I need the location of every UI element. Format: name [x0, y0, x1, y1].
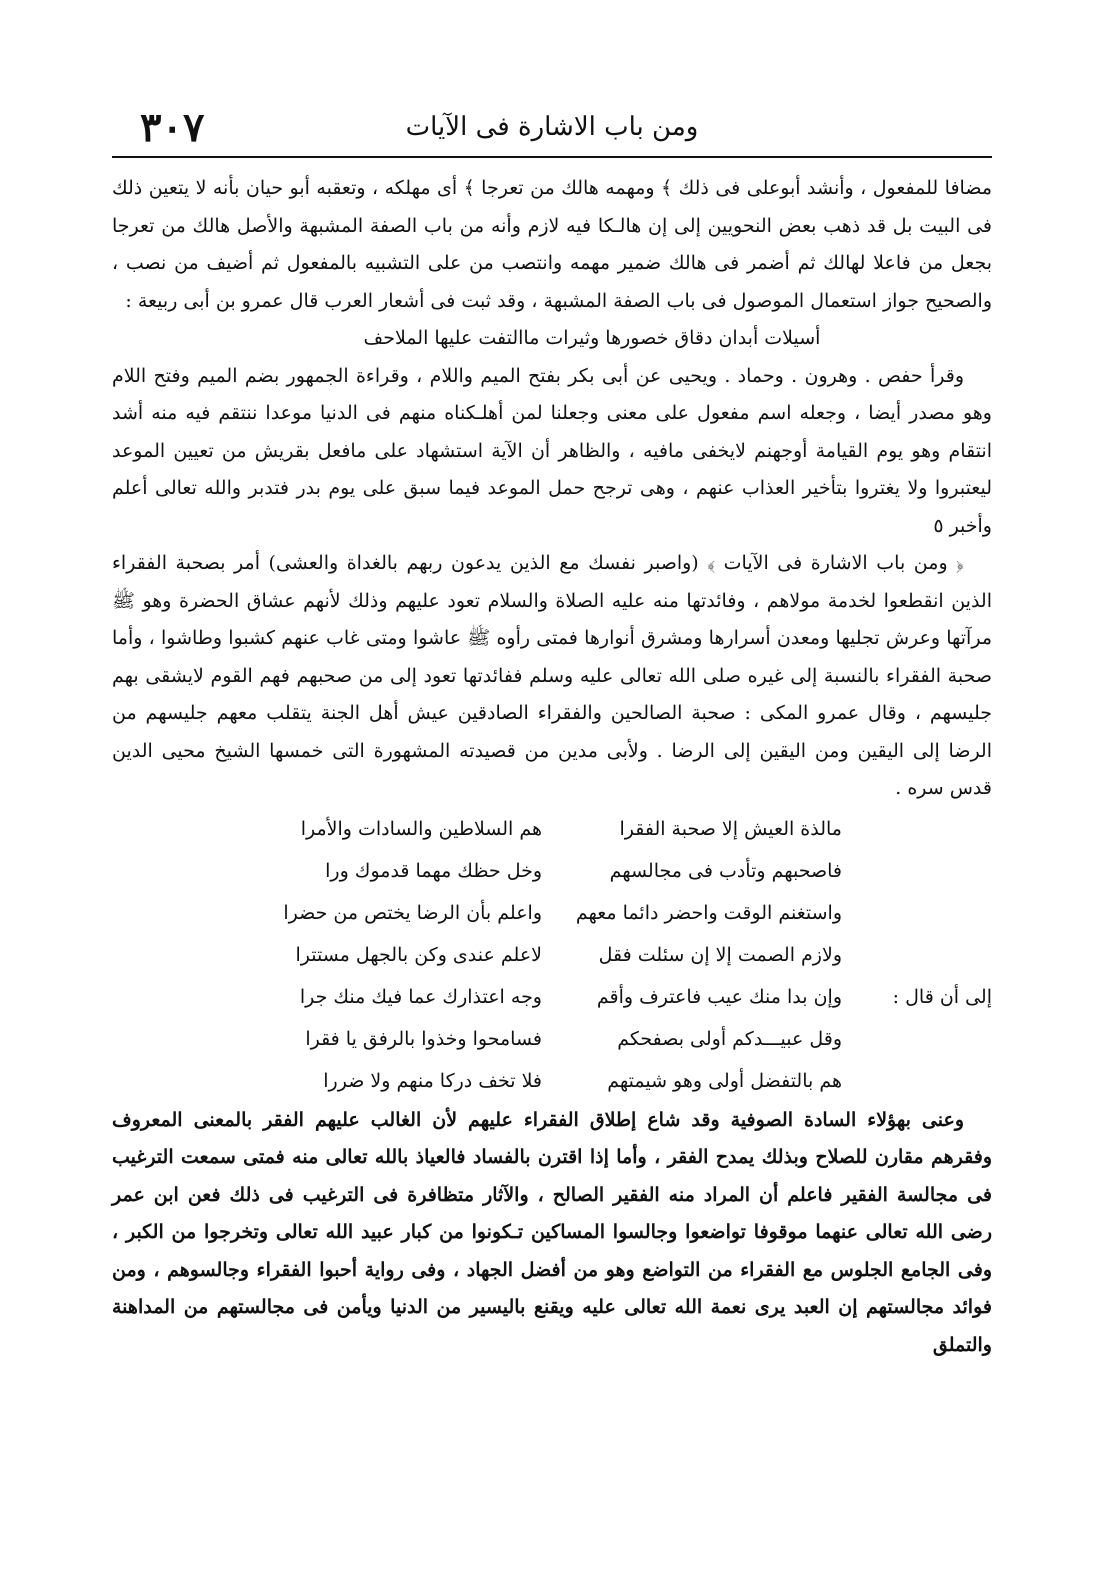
poem-hemistich-first: وقل عبيـــدكم أولى بصفحكم — [617, 1027, 842, 1050]
poem-hemistich-second: واعلم بأن الرضا يختص من حضرا — [283, 901, 542, 924]
poem-hemistich-second: فلا تخف دركا منهم ولا ضررا — [323, 1069, 542, 1092]
poem-hemistich-second: هم السلاطين والسادات والأمرا — [300, 817, 542, 840]
paragraph-ishara: ﴿ ومن باب الاشارة فى الآيات ﴾ (واصبر نفسك مع الذين يدعون ربهم بالغداة والعشى) أمر بصحبة الفقراء الذين انقطعوا لخدمة مولاهم ، وفائدتها منه عليه الصلاة والسلام تعود عليهم وذلك لأنهم عشاق الحضرة وهو ﷺ مرآتها وعرش تجليها ومعدن أسرارها ومشرق أنوارها فمتى رأوه ﷺ عاشوا ومتى غاب عنهم كشبوا وطاشوا ، وأما صحبة الفقراء بالنسبة إلى غيره صلى الله تعالى عليه وسلم ففائدتها تعود إلى من صحبهم فهم القوم لايشقى بهم جليسهم ، وقال عمرو المكى : صحبة الصالحين والفقراء الصادقين عيش أهل الجنة يتقلب معهم جليسهم من الرضا إلى اليقين ومن اليقين إلى الرضا . ولأبى مدين من قصيدته المشهورة التى خمسها الشيخ محيى الدين قدس سره . — [112, 552, 992, 799]
verse-line: أسيلات أبدان دقاق خصورها وثيرات ماالتفت عليها الملاحف — [363, 327, 821, 349]
paragraph-sufis: وعنى بهؤلاء السادة الصوفية وقد شاع إطلاق الفقراء عليهم لأن الغالب عليهم الفقر بالمعنى المعروف وفقرهم مقارن للصلاح وبذلك يمدح الفقر ، وأما إذا اقترن بالفساد فالعياذ بالله تعالى منه فمتى سمعت الترغيب فى مجالسة الفقير فاعلم أن المراد منه الفقير الصالح ، والآثار متظافرة فى الترغيب فى ذلك فعن ابن عمر رضى الله تعالى عنهما موقوفا تواضعوا وجالسوا المساكين تـكونوا من كبار عبيد الله تعالى وتخرجوا من الكبر ، وفى الجامع الجلوس مع الفقراء من التواضع وهو من أفضل الجهاد ، وفى رواية أحبوا الفقراء وجالسوهم ، ومن فوائد مجالستهم إن العبد يرى نعمة الله تعالى عليه ويقنع باليسير من الدنيا ويأمن فى مجالستهم من المداهنة والتملق — [112, 1108, 992, 1356]
paragraph-readings: وقرأ حفص . وهرون . وحماد . ويحيى عن أبى بكر بفتح الميم واللام ، وقراءة الجمهور بضم الميم وفتح اللام وهو مصدر أيضا ، وجعله اسم مفعول على معنى وجعلنا لمن أهلـكناه منهم فى الدنيا موعدا ننتقم فيه منه أشد انتقام وهو يوم القيامة أوجهنم لايخفى مافيه ، والظاهر أن الآية استشهاد على مافعل بقريش من تعيين الموعد ليعتبروا ولا يغتروا بتأخير العذاب عنهم ، وهى ترجح حمل الموعد فيما سبق على يوم بدر فتدبر والله تعالى أعلم وأخبر ٥ — [112, 364, 992, 537]
poem-row — [112, 934, 992, 976]
poem-row — [112, 850, 992, 892]
poem-hemistich-first: وإن بدا منك عيب فاعترف وأقم — [596, 985, 842, 1008]
poem-lead — [842, 1018, 992, 1060]
running-title: ومن باب الاشارة فى الآيات — [405, 112, 699, 142]
poem-hemistich-second: لاعلم عندى وكن بالجهل مستترا — [295, 943, 542, 966]
poem-row — [112, 892, 992, 934]
poem-table — [112, 808, 992, 1102]
poem-lead — [842, 808, 992, 850]
poem-hemistich-second: فسامحوا وخذوا بالرفق يا فقرا — [305, 1027, 542, 1050]
poem-lead — [842, 892, 992, 934]
poem-hemistich-first: فاصحبهم وتأدب فى مجالسهم — [609, 859, 842, 882]
poem-hemistich-first: هم بالتفضل أولى وهو شيمتهم — [607, 1069, 842, 1092]
poem-lead — [842, 934, 992, 976]
poem-hemistich-first: واستغنم الوقت واحضر دائما معهم — [575, 901, 842, 924]
poem-hemistich-second: وخل حظك مهما قدموك ورا — [325, 859, 542, 882]
poem-row — [112, 1060, 992, 1102]
page-number: ٣٠٧ — [140, 104, 205, 151]
poem-row — [112, 1018, 992, 1060]
paragraph-grammar: مضافا للمفعول ، وأنشد أبوعلى فى ذلك ﴾ ومهمه هالك من تعرجا ﴾ أى مهلكه ، وتعقبه أبو حيان بأنه لا يتعين ذلك فى البيت بل قد ذهب بعض النحويين إلى إن هالـكا فيه لازم وأنه من باب الصفة المشبهة والأصل هالك من تعرجا بجعل من فاعلا لهالك ثم أضمر فى هالك ضمير مهمه وانتصب من على التشبيه بالمفعول ثم أضيف من نصب ، والصحيح جواز استعمال الموصول فى باب الصفة المشبهة ، وقد ثبت فى أشعار العرب قال عمرو بن أبى ربيعة : — [112, 177, 992, 312]
page-header — [112, 100, 992, 158]
poem-hemistich-second: وجه اعتذارك عما فيك منك جرا — [299, 985, 542, 1008]
body-text — [112, 170, 992, 1364]
poem-lead: إلى أن قال : — [892, 985, 992, 1008]
poem-lead — [842, 850, 992, 892]
poem-row — [112, 976, 992, 1018]
poem-hemistich-first: مالذة العيش إلا صحبة الفقرا — [619, 817, 842, 840]
poem-row — [112, 808, 992, 850]
poem-hemistich-first: ولازم الصمت إلا إن سئلت فقل — [598, 943, 842, 966]
poem-lead — [842, 1060, 992, 1102]
